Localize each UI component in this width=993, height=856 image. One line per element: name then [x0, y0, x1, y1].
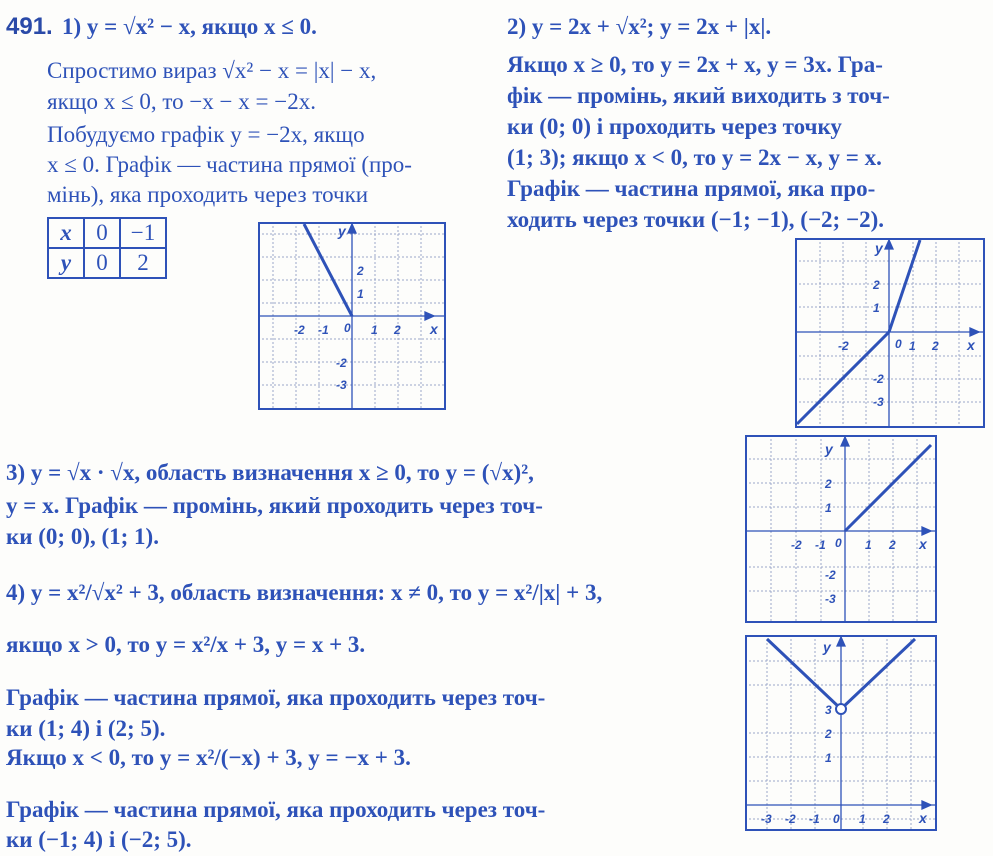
graph-3 — [745, 435, 937, 623]
values-table — [47, 217, 167, 279]
origin-label: 0 — [895, 337, 902, 351]
part2-line4: ки (0; 0) і проходить через точку — [507, 114, 842, 139]
x-tick-label: -2 — [294, 323, 305, 337]
x-axis-label: x — [430, 321, 438, 337]
y-tick-label: 1 — [825, 751, 832, 765]
y-tick-label: 3 — [825, 703, 832, 717]
x-tick-label: 1 — [865, 538, 872, 552]
part1-line4: Побудуємо графік y = −2x, якщо — [47, 122, 365, 147]
x-axis-label: x — [919, 536, 927, 552]
y-tick-label: -2 — [336, 356, 347, 370]
table-cell: 2 — [120, 248, 166, 278]
x-axis-label: x — [967, 337, 975, 353]
part2-line3: фік — промінь, який виходить з точ- — [507, 83, 890, 108]
table-cell: −1 — [120, 218, 166, 248]
x-axis-label: x — [919, 810, 927, 826]
table-row — [48, 248, 166, 278]
table-cell: x — [48, 218, 84, 248]
y-tick-label: 1 — [873, 301, 880, 315]
part3-line3: ки (0; 0), (1; 1). — [6, 524, 159, 549]
x-tick-label: -2 — [838, 339, 849, 353]
x-tick-label: 2 — [889, 538, 896, 552]
part4-line5: Якщо x < 0, то y = x²/(−x) + 3, y = −x + 3. — [6, 745, 411, 770]
part3-line1: 3) y = √x · √x, область визначення x ≥ 0, то y = (√x)², — [6, 460, 534, 485]
part1-line3: якщо x ≤ 0, то −x − x = −2x. — [47, 89, 316, 114]
part2-line2: Якщо x ≥ 0, то y = 2x + x, y = 3x. Гра- — [507, 52, 883, 77]
part1-line5: x ≤ 0. Графік — частина прямої (про- — [47, 152, 412, 177]
part4-line4: ки (1; 4) і (2; 5). — [6, 716, 166, 741]
x-tick-label: -3 — [761, 812, 772, 826]
x-tick-label: -2 — [785, 812, 796, 826]
part4-line7: ки (−1; 4) і (−2; 5). — [6, 827, 192, 852]
part2-line7: ходить через точки (−1; −1), (−2; −2). — [507, 207, 884, 232]
x-tick-label: -2 — [791, 538, 802, 552]
y-axis-label: y — [875, 240, 883, 256]
y-tick-label: 2 — [357, 264, 364, 278]
x-tick-label: 1 — [859, 812, 866, 826]
y-tick-label: -3 — [873, 395, 884, 409]
x-tick-label: 2 — [394, 323, 401, 337]
y-axis-label: y — [823, 639, 831, 655]
y-tick-label: 1 — [357, 287, 364, 301]
part1-line1: 1) y = √x² − x, якщо x ≤ 0. — [62, 14, 317, 39]
y-tick-label: -2 — [825, 568, 836, 582]
part1-line2: Спростимо вираз √x² − x = |x| − x, — [47, 58, 377, 83]
y-tick-label: -3 — [825, 592, 836, 606]
part2-line6: Графік — частина прямої, яка про- — [507, 176, 876, 201]
y-tick-label: -2 — [873, 372, 884, 386]
x-tick-label: 1 — [371, 323, 378, 337]
table-cell: y — [48, 248, 84, 278]
origin-label: 0 — [835, 536, 842, 550]
part1-line6: мінь), яка проходить через точки — [47, 182, 369, 207]
y-tick-label: 2 — [825, 477, 832, 491]
table-cell: 0 — [84, 218, 120, 248]
x-tick-label: 2 — [932, 339, 939, 353]
graph-2 — [795, 238, 985, 428]
graph-4 — [745, 635, 937, 831]
x-tick-label: 1 — [909, 339, 916, 353]
part3-line2: y = x. Графік — промінь, який проходить через точ- — [6, 493, 543, 518]
y-tick-label: 2 — [873, 278, 880, 292]
part2-line5: (1; 3); якщо x < 0, то y = 2x − x, y = x. — [507, 145, 882, 170]
part2-line1: 2) y = 2x + √x²; y = 2x + |x|. — [507, 14, 772, 39]
part4-line6: Графік — частина прямої, яка проходить через точ- — [6, 797, 546, 822]
part4-line1: 4) y = x²/√x² + 3, область визначення: x ≠ 0, то y = x²/|x| + 3, — [6, 580, 603, 605]
y-axis-label: y — [825, 441, 833, 457]
graph-1 — [258, 222, 446, 410]
table-row — [48, 218, 166, 248]
x-tick-label: 2 — [883, 812, 890, 826]
y-tick-label: -3 — [336, 378, 347, 392]
part4-line3: Графік — частина прямої, яка проходить через точ- — [6, 685, 546, 710]
x-tick-label: -1 — [809, 812, 820, 826]
y-axis-label: y — [338, 223, 346, 239]
origin-label: 0 — [833, 812, 840, 826]
problem-number: 491. — [6, 13, 53, 40]
table-cell: 0 — [84, 248, 120, 278]
x-tick-label: -1 — [318, 323, 329, 337]
y-tick-label: 2 — [825, 727, 832, 741]
y-tick-label: 1 — [825, 501, 832, 515]
x-tick-label: -1 — [815, 538, 826, 552]
origin-label: 0 — [344, 321, 351, 335]
part4-line2: якщо x > 0, то y = x²/x + 3, y = x + 3. — [6, 632, 366, 657]
